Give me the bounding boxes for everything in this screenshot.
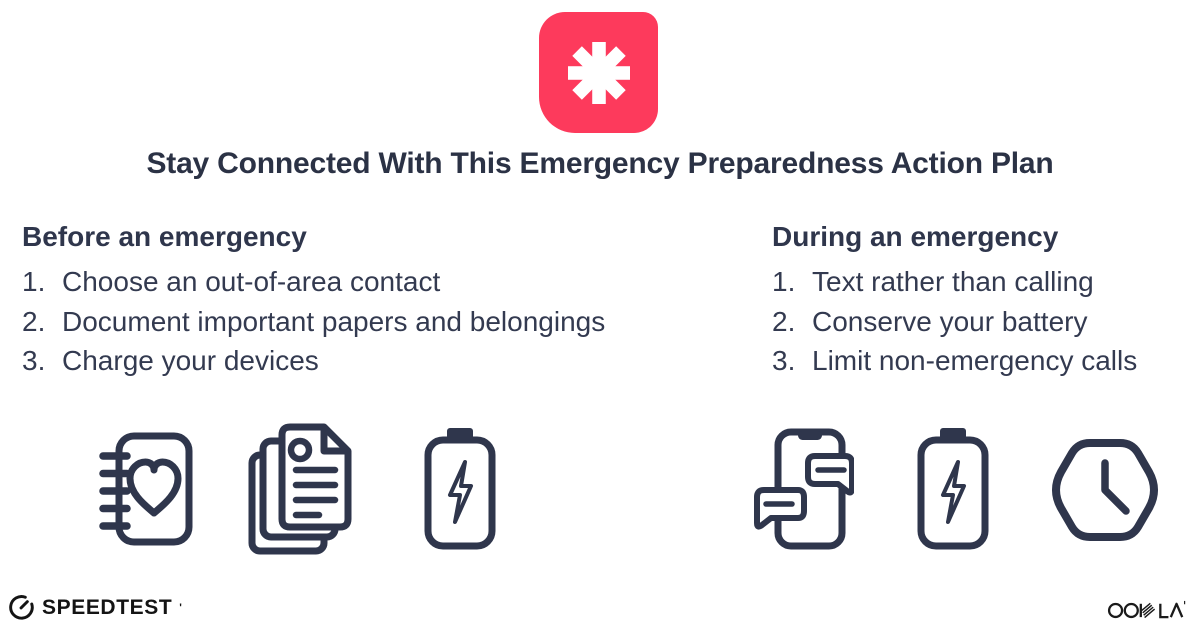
list-item-number: 3. (772, 345, 796, 376)
asterisk-icon (568, 42, 630, 104)
list-item-text: Document important papers and belongings (62, 305, 606, 337)
list-item-text: Text rather than calling (812, 266, 1094, 297)
during-emergency-section (772, 221, 1192, 381)
list-item (22, 302, 722, 342)
list-item (22, 341, 722, 381)
page-title: Stay Connected With This Emergency Preparedness Action Plan (146, 147, 1054, 180)
before-emergency-heading: Before an emergency (22, 221, 307, 252)
accent-badge (539, 12, 658, 133)
battery-charging-icon (424, 428, 496, 555)
list-item (772, 262, 1192, 302)
list-item-text: Charge your devices (62, 345, 319, 376)
list-item (772, 341, 1192, 381)
clock-hexagon-icon (1046, 438, 1164, 547)
before-emergency-section (22, 221, 722, 381)
list-item-text: Conserve your battery (812, 305, 1088, 337)
during-emergency-list (772, 262, 1192, 381)
before-emergency-list (22, 262, 722, 381)
during-emergency-heading: During an emergency (772, 221, 1059, 252)
speedtest-gauge-icon (8, 594, 35, 621)
phone-messages-icon (752, 428, 854, 555)
battery-charging-icon (917, 428, 989, 555)
speedtest-trademark: ' (179, 601, 182, 614)
speedtest-wordmark: SPEEDTEST (42, 595, 173, 619)
list-item-text: Choose an out-of-area contact (62, 266, 441, 297)
list-item-number: 2. (22, 305, 46, 337)
list-item-number: 1. (22, 266, 46, 297)
notebook-heart-icon (98, 432, 194, 551)
list-item (22, 262, 722, 302)
list-item (772, 302, 1192, 342)
list-item-text: Limit non-emergency calls (812, 345, 1138, 376)
list-item-number: 3. (22, 345, 46, 376)
documents-stack-icon (248, 423, 352, 560)
ookla-wordmark (1107, 598, 1187, 621)
speedtest-logo (8, 594, 182, 621)
ookla-logo (1107, 598, 1187, 626)
list-item-number: 2. (772, 305, 796, 337)
list-item-number: 1. (772, 266, 796, 297)
